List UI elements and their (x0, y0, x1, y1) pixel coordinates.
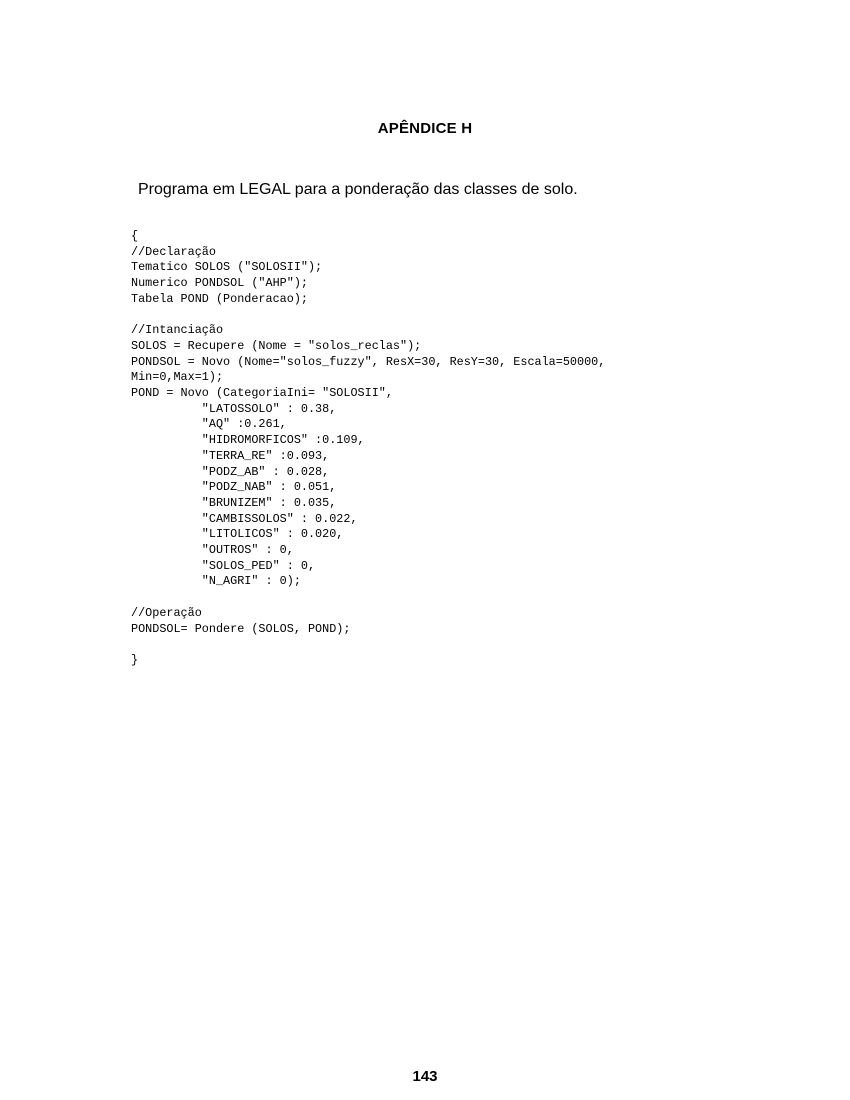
code-line: "AQ" :0.261, (131, 417, 287, 432)
page-number: 143 (412, 1068, 438, 1085)
code-line: "BRUNIZEM" : 0.035, (131, 495, 337, 510)
code-line: //Intanciação (131, 323, 224, 338)
code-line: "PODZ_NAB" : 0.051, (131, 480, 337, 495)
code-line: POND = Novo (CategoriaIni= "SOLOSII", (131, 386, 393, 401)
appendix-heading: APÊNDICE H (377, 120, 473, 137)
code-line: Min=0,Max=1); (131, 370, 224, 385)
code-line: "LITOLICOS" : 0.020, (131, 527, 344, 542)
appendix-subtitle: Programa em LEGAL para a ponderação das classes de solo. (138, 181, 578, 198)
code-line: PONDSOL= Pondere (SOLOS, POND); (131, 621, 351, 636)
code-line: Tabela POND (Ponderacao); (131, 291, 308, 306)
code-line: //Operação (131, 605, 202, 620)
code-line: "PODZ_AB" : 0.028, (131, 464, 330, 479)
code-line: PONDSOL = Novo (Nome="solos_fuzzy", ResX=30, ResY=30, Escala=50000, (131, 354, 606, 369)
code-line: Numerico PONDSOL ("AHP"); (131, 276, 308, 291)
code-line: "HIDROMORFICOS" :0.109, (131, 433, 365, 448)
code-line: //Declaração (131, 244, 216, 259)
code-line: { (131, 229, 139, 243)
code-line: "N_AGRI" : 0); (131, 574, 301, 589)
code-line (131, 590, 605, 606)
code-line: "OUTROS" : 0, (131, 543, 294, 558)
code-block (131, 229, 605, 669)
code-line (131, 637, 605, 653)
code-line (131, 308, 605, 324)
code-line: } (131, 652, 139, 667)
code-line: SOLOS = Recupere (Nome = "solos_reclas"); (131, 338, 422, 353)
code-line: Tematico SOLOS ("SOLOSII"); (131, 260, 323, 275)
code-line: "LATOSSOLO" : 0.38, (131, 401, 337, 416)
code-line: "SOLOS_PED" : 0, (131, 558, 316, 573)
code-line: "CAMBISSOLOS" : 0.022, (131, 511, 358, 526)
code-line: "TERRA_RE" :0.093, (131, 448, 330, 463)
